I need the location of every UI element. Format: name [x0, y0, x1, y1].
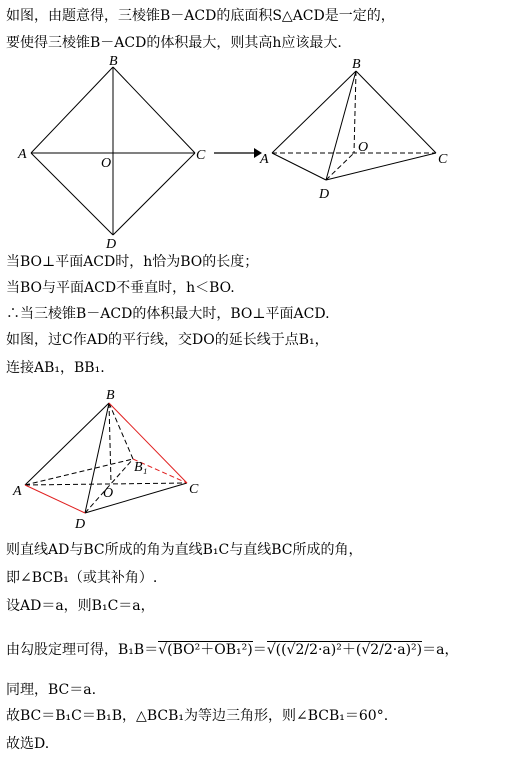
text-line-6: 如图，过C作AD的平行线，交DO的延长线于点B₁，	[6, 332, 329, 348]
text-line-3: 当BO⊥平面ACD时，h恰为BO的长度；	[6, 254, 259, 270]
text-line-1: 如图，由题意得，三棱锥B－ACD的底面积S△ACD是一定的，	[6, 8, 395, 24]
figure-tetrahedron-b1	[5, 383, 220, 533]
label-b1: B₁	[134, 460, 148, 475]
formula-equals: ＝	[252, 642, 267, 658]
arrow-icon	[212, 145, 262, 161]
text-line-11	[6, 640, 458, 660]
label-c: C	[189, 482, 199, 497]
label-c: C	[438, 152, 448, 167]
figure-square-abcd	[15, 55, 225, 250]
text-line-4: 当BO与平面ACD不垂直时，h＜BO.	[6, 280, 235, 296]
text-line-9: 即∠BCB₁（或其补角）.	[6, 570, 158, 586]
label-b: B	[106, 388, 115, 403]
text-line-5: ∴当三棱锥B－ACD的体积最大时，BO⊥平面ACD.	[6, 306, 330, 322]
formula-root-2: √((√2/2·a)²＋(√2/2·a)²)	[266, 642, 423, 658]
formula-prefix: 由勾股定理可得，B₁B＝	[6, 642, 159, 658]
text-line-8: 则直线AD与BC所成的角为直线B₁C与直线BC所成的角，	[6, 542, 363, 558]
label-a: A	[260, 152, 269, 167]
label-d: D	[75, 517, 86, 532]
text-line-13: 故BC＝B₁C＝B₁B，△BCB₁为等边三角形，则∠BCB₁＝60°.	[6, 708, 389, 724]
text-line-12: 同理，BC＝a.	[6, 682, 97, 698]
label-d: D	[319, 187, 330, 202]
figure-tetrahedron	[258, 55, 458, 205]
label-b: B	[109, 55, 118, 69]
label-d: D	[106, 237, 117, 250]
text-line-2: 要使得三棱锥B－ACD的体积最大，则其高h应该最大.	[6, 35, 342, 51]
label-b: B	[352, 57, 361, 72]
formula-root-1: √(BO²＋OB₁²)	[158, 642, 253, 658]
text-line-7: 连接AB₁，BB₁.	[6, 360, 105, 376]
text-line-14: 故选D.	[6, 736, 50, 752]
label-o: O	[103, 486, 114, 501]
formula-end: ＝a，	[422, 642, 459, 658]
label-o: O	[358, 140, 369, 155]
label-c: C	[196, 148, 206, 163]
label-a: A	[13, 484, 22, 499]
label-o: O	[101, 156, 112, 171]
label-a: A	[18, 147, 27, 162]
text-line-10: 设AD＝a，则B₁C＝a，	[6, 598, 155, 614]
